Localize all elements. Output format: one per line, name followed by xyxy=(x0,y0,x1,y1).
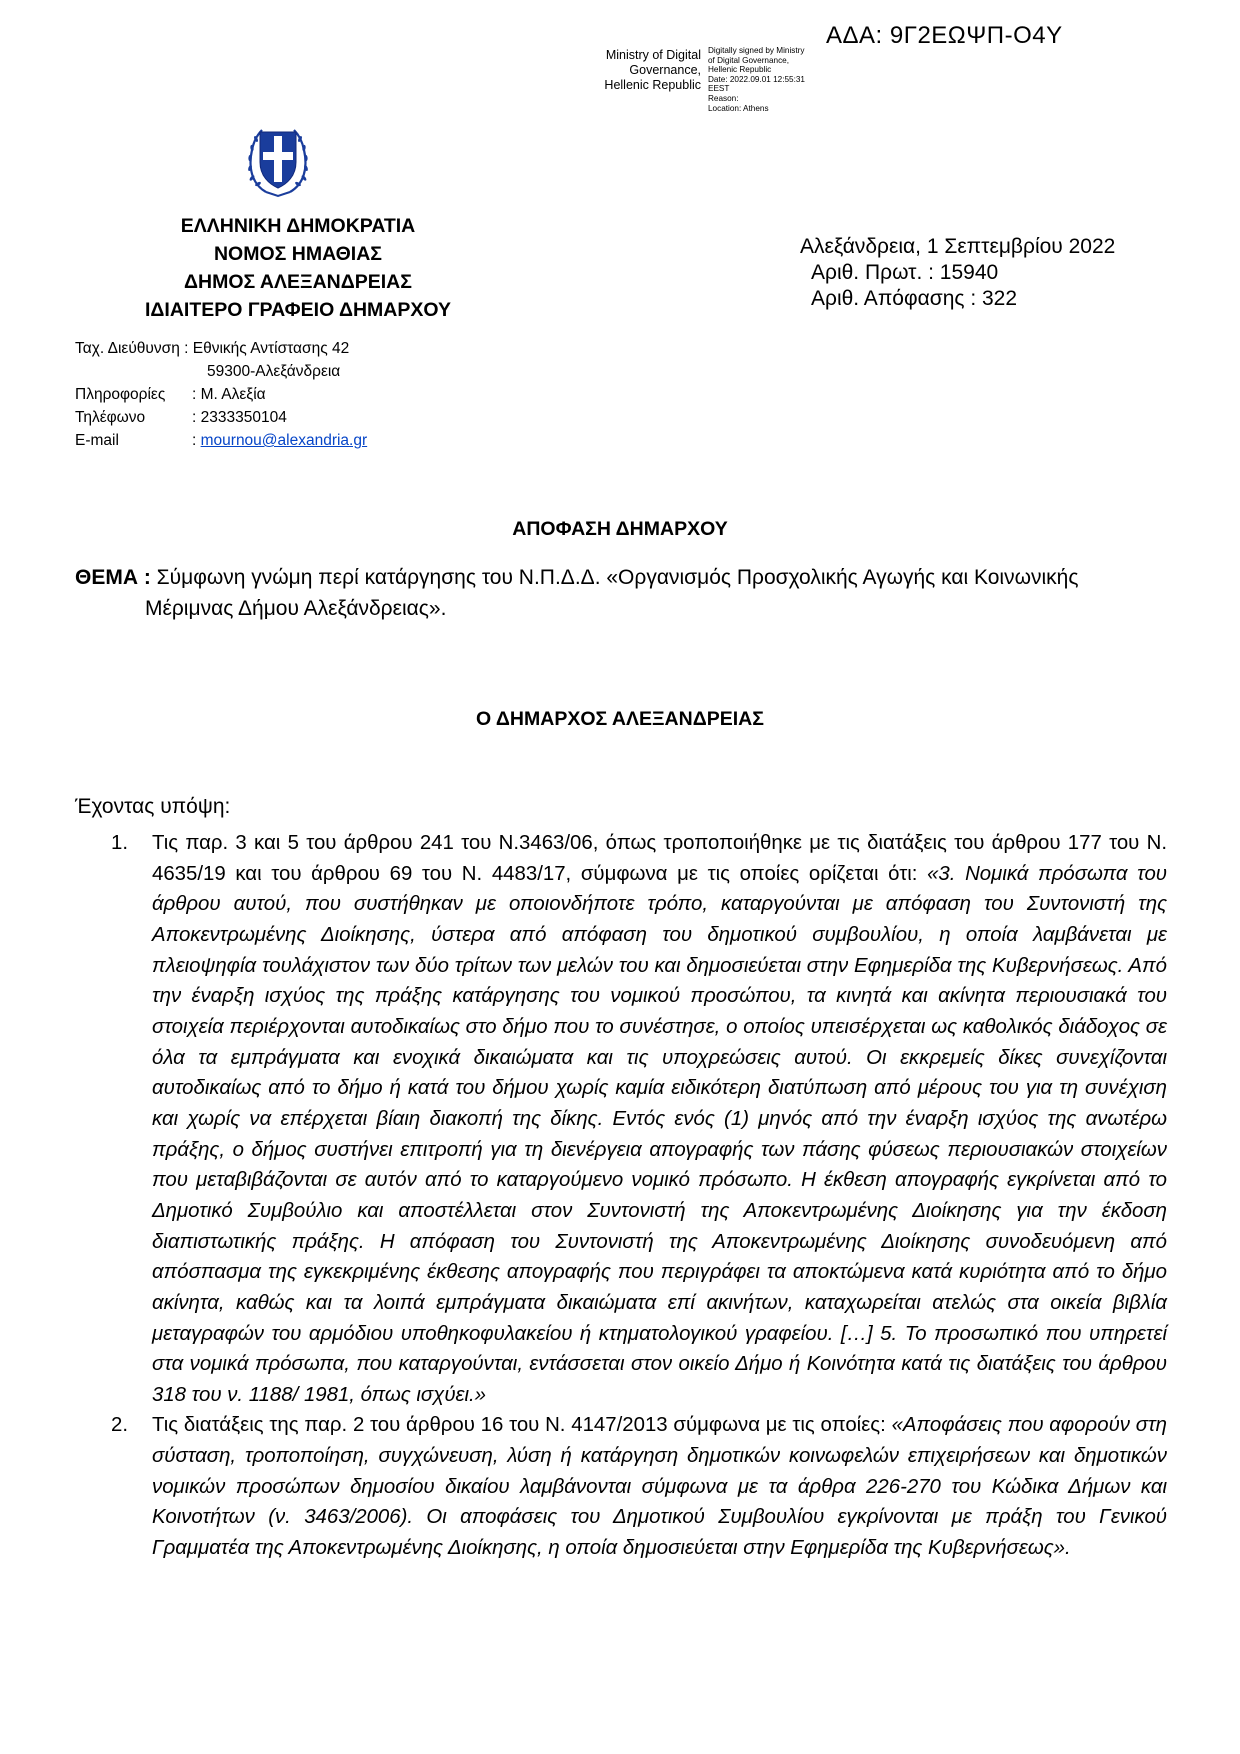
subject-line2: Μέριμνας Δήμου Αλεξάνδρειας». xyxy=(145,597,447,620)
item-number: 2. xyxy=(111,1414,129,1437)
issuing-authority xyxy=(108,212,488,324)
document-date: Αλεξάνδρεια, 1 Σεπτεμβρίου 2022 xyxy=(800,235,1116,258)
email-field xyxy=(192,429,367,452)
email-prefix: : xyxy=(192,432,201,449)
signature-detail-line: Digitally signed by Ministry xyxy=(708,46,805,55)
org-line: ΔΗΜΟΣ ΑΛΕΞΑΝΔΡΕΙΑΣ xyxy=(184,271,412,293)
signer-line: Governance, xyxy=(629,63,701,77)
address-label: Ταχ. Διεύθυνση : Εθνικής Αντίστασης 42 xyxy=(75,340,350,357)
item-text: Τις παρ. 3 και 5 του άρθρου 241 του Ν.3463/06, όπως τροποποιήθηκε με τις διατάξεις του άρθρου 177 του Ν. 4635/19 και του άρθρου 69 του Ν. 4483/17, σύμφωνα με τις οποίες ορίζεται ότι: xyxy=(152,832,1167,885)
signature-detail-line: EEST xyxy=(708,84,730,94)
org-line: ΙΔΙΑΙΤΕΡΟ ΓΡΑΦΕΙΟ ΔΗΜΑΡΧΟΥ xyxy=(144,299,452,321)
list-item xyxy=(111,1410,1167,1563)
item-quote: «Αποφάσεις που αφορούν στη σύσταση, τροποποίηση, συγχώνευση, λύση ή κατάργηση δημοτικών κοινωφελών επιχειρήσεων και δημοτικών νομικών προσώπων δημοσίου δικαίου λαμβάνονται σύμφωνα με τα άρθρα 226-270 του Κώδικα Δήμων και Κοινοτήτων (ν. 3463/2006). Οι αποφάσεις του Δημοτικού Συμβουλίου εγκρίνονται με πράξη του Γενικού Γραμματέα της Αποκεντρωμένης Διοίκησης, η οποία δημοσιεύεται στην Εφημερίδα της Κυβερνήσεως». xyxy=(152,1414,1167,1560)
address-line2: 59300-Αλεξάνδρεια xyxy=(207,363,341,380)
signature-detail-line: Date: 2022.09.01 12:55:31 xyxy=(708,74,805,84)
email-label: E-mail xyxy=(75,432,119,449)
signature-detail-line: Location: Athens xyxy=(708,103,769,113)
signature-detail-line: Reason: xyxy=(708,93,739,103)
subject xyxy=(75,562,1165,624)
considerations-list xyxy=(111,828,1167,1564)
org-line: ΕΛΛΗΝΙΚΗ ΔΗΜΟΚΡΑΤΙΑ xyxy=(180,215,416,237)
protocol-number: Αριθ. Πρωτ. : 15940 xyxy=(811,261,999,284)
signature-detail-line: of Digital Governance, xyxy=(708,55,790,65)
mayor-heading: Ο ΔΗΜΑΡΧΟΣ ΑΛΕΞΑΝΔΡΕΙΑΣ xyxy=(476,708,764,730)
ada-code: ΑΔΑ: 9Γ2ΕΩΨΠ-Ο4Υ xyxy=(826,22,1063,49)
org-line: ΝΟΜΟΣ ΗΜΑΘΙΑΣ xyxy=(213,243,383,265)
decision-title: ΑΠΟΦΑΣΗ ΔΗΜΑΡΧΟΥ xyxy=(512,518,728,540)
signer-line: Ministry of Digital xyxy=(605,48,701,62)
info-label: Πληροφορίες xyxy=(75,386,166,403)
list-item xyxy=(111,828,1167,1410)
subject-line1: Σύμφωνη γνώμη περί κατάργησης του Ν.Π.Δ.Δ. «Οργανισμός Προσχολικής Αγωγής και Κοινωνικής xyxy=(156,566,1079,589)
info-value: : Μ. Αλεξία xyxy=(192,386,266,403)
item-number: 1. xyxy=(111,832,129,854)
signer-line: Hellenic Republic xyxy=(604,78,701,92)
item-quote: «3. Νομικά πρόσωπα του άρθρου αυτού, που συστήθηκαν με οποιονδήποτε τρόπο, καταργούνται με απόφαση του Συντονιστή της Αποκεντρωμένης Διοίκησης, ύστερα από απόφαση του δημοτικού συμβουλίου, η οποία λαμβάνεται με πλειοψηφία τουλάχιστον των δύο τρίτων των μελών του και δημοσιεύεται στην Εφημερίδα της Κυβερνήσεως. Από την έναρξη ισχύος της πράξης κατάργησης του νομικού προσώπου, τα κινητά και ακίνητα περιουσιακά του στοιχεία περιέρχονται αυτοδικαίως στο δήμο που το συνέστησε, ο οποίος υπεισέρχεται ως καθολικός διάδοχος σε όλα τα εμπράγματα και ενοχικά δικαιώματα και τις υποχρεώσεις αυτού. Οι εκκρεμείς δίκες συνεχίζονται αυτοδικαίως από το δήμο ή κατά του δήμου χωρίς καμία ειδικότερη διατύπωση από μέρους του για τη συνέχιση και χωρίς να επέρχεται βίαιη διακοπή της δίκης. Εντός ενός (1) μηνός από την έναρξη ισχύος της ανωτέρω πράξης, ο δήμος συστήνει επιτροπή για τη διενέργεια απογραφής των πάσης φύσεως περιουσιακών στοιχείων που μεταβιβάζονται σε αυτόν από το καταργούμενο νομικό πρόσωπο. Η έκθεση απογραφής εγκρίνεται από το Δημοτικό Συμβούλιο και αποστέλλεται στον Συντονιστή της Αποκεντρωμένης Διοίκησης για την έκδοση διαπιστωτικής πράξης. Η απόφαση του Συντονιστή της Αποκεντρωμένης Διοίκησης συνοδευόμενη από απόσπασμα της εγκεκριμένης έκθεσης απογραφής που περιγράφει τα αποκτώμενα κατά κυριότητα από το δήμο ακίνητα, καθώς και τα λοιπά εμπράγματα δικαιώματα επί ακινήτων, καταχωρείται ατελώς στα οικεία βιβλία μεταγραφών του αρμόδιου υποθηκοφυλακείου ή κτηματολογικού γραφείου. […] 5. Το προσωπικό που υπηρετεί στα νομικά πρόσωπα, που καταργούνται, εντάσσεται στον οικείο Δήμο ή Κοινότητα κατά τις διατάξεις του άρθρου 318 του ν. 1188/ 1981, όπως ισχύει.» xyxy=(152,862,1167,1406)
digital-signer xyxy=(583,48,701,93)
digital-signature-details xyxy=(708,46,838,113)
phone-value: : 2333350104 xyxy=(192,409,287,426)
subject-label: ΘΕΜΑ : xyxy=(75,566,151,589)
given-intro: Έχοντας υπόψη: xyxy=(75,795,231,818)
reference-block xyxy=(800,234,1115,312)
phone-label: Τηλέφωνο xyxy=(75,409,146,426)
signature-detail-line: Hellenic Republic xyxy=(708,65,772,75)
email-link[interactable]: mournou@alexandria.gr xyxy=(200,432,368,449)
item-text: Τις διατάξεις της παρ. 2 του άρθρου 16 του Ν. 4147/2013 σύμφωνα με τις οποίες: xyxy=(152,1414,892,1437)
greek-coat-of-arms-icon xyxy=(246,122,310,198)
decision-number: Αριθ. Απόφασης : 322 xyxy=(811,287,1018,310)
